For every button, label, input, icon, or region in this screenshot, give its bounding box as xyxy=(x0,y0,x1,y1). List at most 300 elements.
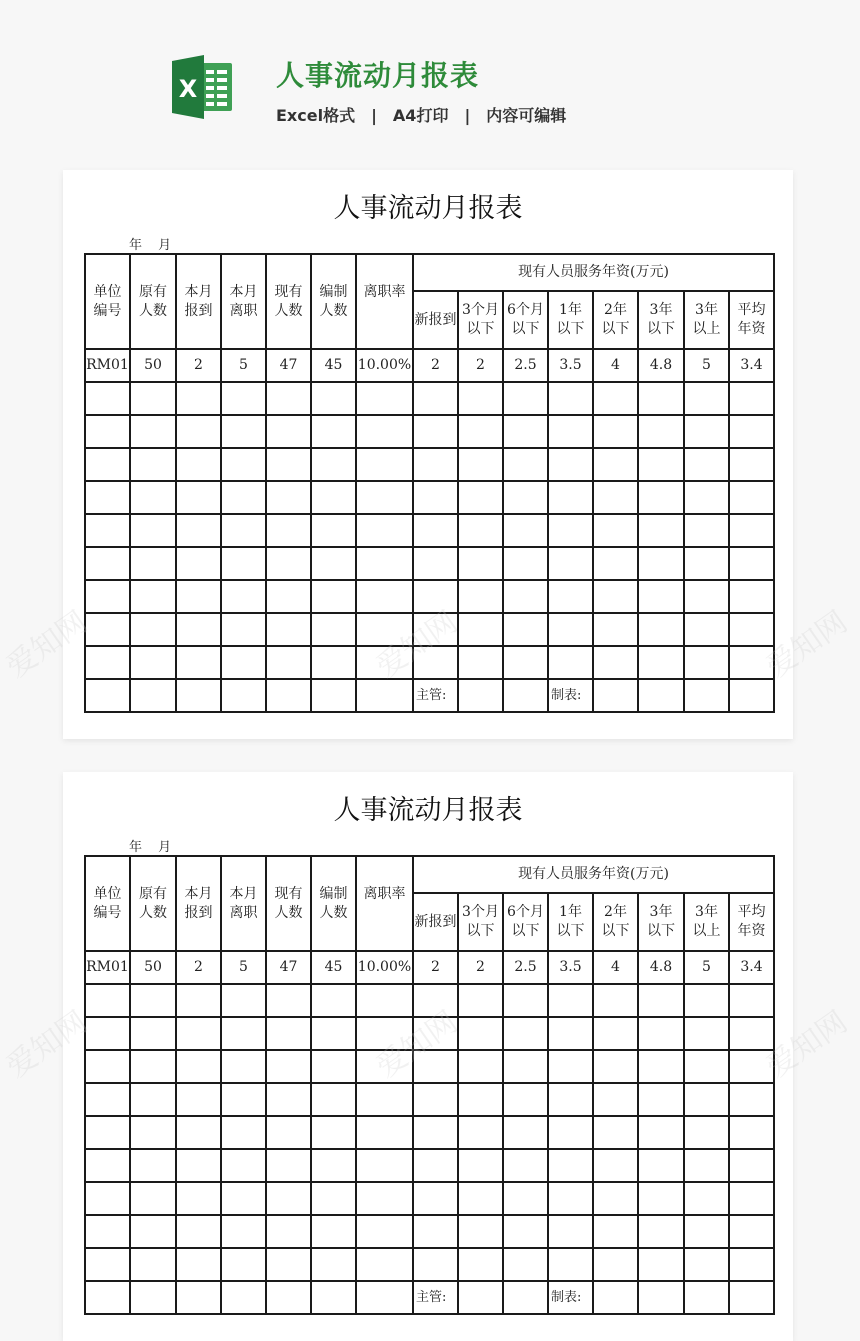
table-cell[interactable] xyxy=(593,1017,638,1050)
table-cell[interactable] xyxy=(503,1149,548,1182)
table-cell[interactable] xyxy=(85,984,130,1017)
table-cell[interactable] xyxy=(266,1281,311,1314)
table-cell[interactable] xyxy=(548,1182,593,1215)
table-cell[interactable] xyxy=(130,1050,176,1083)
table-cell[interactable] xyxy=(638,646,684,679)
table-cell[interactable] xyxy=(503,613,548,646)
table-cell[interactable] xyxy=(356,514,413,547)
table-cell[interactable] xyxy=(548,448,593,481)
table-cell[interactable] xyxy=(684,580,729,613)
table-cell[interactable] xyxy=(684,1215,729,1248)
table-cell[interactable] xyxy=(593,1050,638,1083)
table-cell[interactable] xyxy=(311,382,356,415)
table-cell[interactable] xyxy=(176,580,221,613)
table-cell[interactable] xyxy=(638,613,684,646)
table-cell[interactable] xyxy=(593,547,638,580)
table-cell[interactable] xyxy=(548,646,593,679)
table-cell[interactable] xyxy=(729,382,774,415)
table-cell[interactable] xyxy=(413,1149,458,1182)
table-cell[interactable] xyxy=(266,984,311,1017)
table-cell[interactable] xyxy=(176,613,221,646)
table-cell[interactable]: 3.5 xyxy=(548,951,593,984)
table-cell[interactable] xyxy=(130,679,176,712)
table-cell[interactable] xyxy=(221,580,266,613)
table-cell[interactable]: 4 xyxy=(593,349,638,382)
table-cell[interactable] xyxy=(413,1182,458,1215)
table-cell[interactable] xyxy=(458,1149,503,1182)
table-cell[interactable] xyxy=(729,1116,774,1149)
table-cell[interactable] xyxy=(458,547,503,580)
table-cell[interactable] xyxy=(221,514,266,547)
table-cell[interactable] xyxy=(221,679,266,712)
table-cell[interactable]: 10.00% xyxy=(356,951,413,984)
table-cell[interactable] xyxy=(221,1248,266,1281)
table-cell[interactable]: 4.8 xyxy=(638,951,684,984)
table-cell[interactable] xyxy=(311,448,356,481)
table-cell[interactable] xyxy=(356,448,413,481)
table-cell[interactable] xyxy=(85,415,130,448)
table-cell[interactable] xyxy=(311,1182,356,1215)
table-cell[interactable] xyxy=(593,1248,638,1281)
table-cell[interactable]: 5 xyxy=(221,349,266,382)
table-cell[interactable]: 50 xyxy=(130,951,176,984)
table-cell[interactable] xyxy=(266,382,311,415)
table-cell[interactable] xyxy=(593,448,638,481)
table-cell[interactable] xyxy=(548,1116,593,1149)
table-cell[interactable] xyxy=(413,415,458,448)
table-cell[interactable] xyxy=(638,547,684,580)
table-cell[interactable] xyxy=(638,382,684,415)
table-cell[interactable] xyxy=(85,547,130,580)
table-cell[interactable] xyxy=(176,646,221,679)
table-cell[interactable] xyxy=(503,1017,548,1050)
table-cell[interactable] xyxy=(638,1215,684,1248)
table-cell[interactable] xyxy=(638,1182,684,1215)
table-cell[interactable] xyxy=(130,984,176,1017)
table-cell[interactable] xyxy=(176,514,221,547)
table-cell[interactable] xyxy=(593,1215,638,1248)
table-cell[interactable] xyxy=(638,481,684,514)
table-cell[interactable]: 4 xyxy=(593,951,638,984)
table-cell[interactable] xyxy=(503,1281,548,1314)
table-cell[interactable] xyxy=(458,679,503,712)
table-cell[interactable] xyxy=(638,1050,684,1083)
table-cell[interactable] xyxy=(458,1182,503,1215)
table-cell[interactable] xyxy=(593,382,638,415)
table-cell[interactable] xyxy=(356,1248,413,1281)
table-cell[interactable] xyxy=(266,613,311,646)
table-cell[interactable] xyxy=(266,1083,311,1116)
table-cell[interactable] xyxy=(413,646,458,679)
table-cell[interactable] xyxy=(85,646,130,679)
table-cell[interactable]: 3.4 xyxy=(729,349,774,382)
table-cell[interactable] xyxy=(593,646,638,679)
table-cell[interactable] xyxy=(593,1116,638,1149)
table-cell[interactable] xyxy=(503,580,548,613)
table-cell[interactable] xyxy=(503,415,548,448)
table-cell[interactable] xyxy=(458,580,503,613)
table-cell[interactable] xyxy=(130,1182,176,1215)
table-cell[interactable] xyxy=(413,1017,458,1050)
table-cell[interactable] xyxy=(311,1050,356,1083)
table-cell[interactable] xyxy=(130,1017,176,1050)
table-cell[interactable] xyxy=(729,1248,774,1281)
table-cell[interactable] xyxy=(593,984,638,1017)
table-cell[interactable] xyxy=(413,1116,458,1149)
table-cell[interactable] xyxy=(356,1215,413,1248)
table-cell[interactable] xyxy=(221,481,266,514)
table-cell[interactable] xyxy=(729,1017,774,1050)
table-cell[interactable] xyxy=(356,1116,413,1149)
table-cell[interactable] xyxy=(85,580,130,613)
table-cell[interactable] xyxy=(85,1149,130,1182)
table-cell[interactable] xyxy=(548,1083,593,1116)
table-cell[interactable] xyxy=(221,1116,266,1149)
table-cell[interactable] xyxy=(130,613,176,646)
table-cell[interactable] xyxy=(638,415,684,448)
table-cell[interactable] xyxy=(593,415,638,448)
table-cell[interactable] xyxy=(503,1050,548,1083)
table-cell[interactable] xyxy=(729,1281,774,1314)
table-cell[interactable] xyxy=(593,481,638,514)
table-cell[interactable]: 2 xyxy=(413,951,458,984)
table-cell[interactable] xyxy=(130,1116,176,1149)
table-cell[interactable] xyxy=(684,679,729,712)
table-cell[interactable] xyxy=(221,1017,266,1050)
table-cell[interactable] xyxy=(356,481,413,514)
table-cell[interactable] xyxy=(266,1248,311,1281)
table-cell[interactable] xyxy=(458,382,503,415)
table-cell[interactable] xyxy=(548,415,593,448)
table-cell[interactable] xyxy=(413,1248,458,1281)
table-cell[interactable] xyxy=(638,1248,684,1281)
table-cell[interactable] xyxy=(684,1083,729,1116)
table-cell[interactable] xyxy=(311,580,356,613)
table-cell[interactable] xyxy=(221,415,266,448)
table-cell[interactable] xyxy=(729,514,774,547)
table-cell[interactable]: 2.5 xyxy=(503,349,548,382)
table-cell[interactable] xyxy=(356,580,413,613)
table-cell[interactable] xyxy=(311,613,356,646)
table-cell[interactable] xyxy=(503,1248,548,1281)
table-cell[interactable] xyxy=(311,646,356,679)
table-cell[interactable] xyxy=(266,1149,311,1182)
table-cell[interactable] xyxy=(85,1281,130,1314)
table-cell[interactable]: 45 xyxy=(311,349,356,382)
table-cell[interactable] xyxy=(356,1083,413,1116)
table-cell[interactable] xyxy=(356,679,413,712)
table-cell[interactable] xyxy=(356,984,413,1017)
table-cell[interactable] xyxy=(356,613,413,646)
table-cell[interactable] xyxy=(266,1050,311,1083)
table-cell[interactable] xyxy=(458,1083,503,1116)
table-cell[interactable] xyxy=(356,1149,413,1182)
table-cell[interactable] xyxy=(130,1248,176,1281)
table-cell[interactable] xyxy=(503,481,548,514)
table-cell[interactable]: 2 xyxy=(413,349,458,382)
table-cell[interactable] xyxy=(638,1083,684,1116)
table-cell[interactable] xyxy=(684,1050,729,1083)
table-cell[interactable] xyxy=(311,984,356,1017)
table-cell[interactable] xyxy=(130,382,176,415)
table-cell[interactable] xyxy=(176,1215,221,1248)
table-cell[interactable]: 3.4 xyxy=(729,951,774,984)
table-cell[interactable] xyxy=(684,1281,729,1314)
table-cell[interactable] xyxy=(130,481,176,514)
table-cell[interactable] xyxy=(458,613,503,646)
table-cell[interactable] xyxy=(356,415,413,448)
table-cell[interactable] xyxy=(85,1182,130,1215)
table-cell[interactable] xyxy=(593,1083,638,1116)
table-cell[interactable] xyxy=(503,382,548,415)
table-cell[interactable] xyxy=(413,382,458,415)
table-cell[interactable] xyxy=(85,1083,130,1116)
table-cell[interactable] xyxy=(593,679,638,712)
table-cell[interactable] xyxy=(413,547,458,580)
table-cell[interactable] xyxy=(458,1017,503,1050)
table-cell[interactable] xyxy=(311,1281,356,1314)
table-cell[interactable] xyxy=(356,547,413,580)
table-cell[interactable] xyxy=(176,1281,221,1314)
table-cell[interactable] xyxy=(311,1215,356,1248)
table-cell[interactable] xyxy=(503,1182,548,1215)
table-cell[interactable] xyxy=(729,1149,774,1182)
table-cell[interactable] xyxy=(266,415,311,448)
table-cell[interactable] xyxy=(729,1050,774,1083)
table-cell[interactable] xyxy=(176,1050,221,1083)
table-cell[interactable]: 2 xyxy=(458,951,503,984)
table-cell[interactable] xyxy=(413,1050,458,1083)
table-cell[interactable] xyxy=(684,984,729,1017)
table-cell[interactable] xyxy=(729,481,774,514)
table-cell[interactable] xyxy=(638,448,684,481)
table-cell[interactable] xyxy=(638,1116,684,1149)
table-cell[interactable] xyxy=(221,1281,266,1314)
table-cell[interactable] xyxy=(130,415,176,448)
table-cell[interactable] xyxy=(85,1050,130,1083)
table-cell[interactable] xyxy=(684,1182,729,1215)
table-cell[interactable] xyxy=(503,984,548,1017)
table-cell[interactable] xyxy=(684,1116,729,1149)
table-cell[interactable] xyxy=(176,481,221,514)
table-cell[interactable] xyxy=(176,448,221,481)
table-cell[interactable] xyxy=(221,382,266,415)
table-cell[interactable] xyxy=(458,514,503,547)
table-cell[interactable] xyxy=(130,547,176,580)
table-cell[interactable] xyxy=(85,514,130,547)
table-cell[interactable] xyxy=(684,514,729,547)
table-cell[interactable] xyxy=(311,481,356,514)
table-cell[interactable] xyxy=(311,1116,356,1149)
table-cell[interactable] xyxy=(503,646,548,679)
table-cell[interactable] xyxy=(176,1017,221,1050)
table-cell[interactable] xyxy=(684,1149,729,1182)
table-cell[interactable] xyxy=(458,1050,503,1083)
table-cell[interactable] xyxy=(311,1083,356,1116)
table-cell[interactable] xyxy=(221,1083,266,1116)
table-cell[interactable] xyxy=(266,1017,311,1050)
table-cell[interactable] xyxy=(638,1017,684,1050)
table-cell[interactable] xyxy=(266,679,311,712)
table-cell[interactable] xyxy=(85,613,130,646)
table-cell[interactable] xyxy=(458,984,503,1017)
table-cell[interactable] xyxy=(85,679,130,712)
table-cell[interactable] xyxy=(176,1248,221,1281)
table-cell[interactable] xyxy=(221,613,266,646)
table-cell[interactable] xyxy=(503,1215,548,1248)
table-cell[interactable] xyxy=(638,514,684,547)
table-cell[interactable] xyxy=(458,415,503,448)
table-cell[interactable] xyxy=(638,679,684,712)
table-cell[interactable]: 2 xyxy=(458,349,503,382)
table-cell[interactable] xyxy=(729,679,774,712)
table-cell[interactable] xyxy=(85,1215,130,1248)
table-cell[interactable] xyxy=(221,1182,266,1215)
table-cell[interactable] xyxy=(729,448,774,481)
table-cell[interactable] xyxy=(221,1050,266,1083)
table-cell[interactable] xyxy=(458,1116,503,1149)
table-cell[interactable] xyxy=(684,1248,729,1281)
table-cell[interactable] xyxy=(729,547,774,580)
table-cell[interactable] xyxy=(548,382,593,415)
table-cell[interactable] xyxy=(684,1017,729,1050)
table-cell[interactable] xyxy=(176,382,221,415)
table-cell[interactable]: 5 xyxy=(684,349,729,382)
table-cell[interactable] xyxy=(729,415,774,448)
table-cell[interactable] xyxy=(311,1248,356,1281)
table-cell[interactable]: RM01 xyxy=(85,951,130,984)
table-cell[interactable] xyxy=(413,984,458,1017)
table-cell[interactable] xyxy=(311,514,356,547)
table-cell[interactable] xyxy=(266,1116,311,1149)
table-cell[interactable]: 3.5 xyxy=(548,349,593,382)
table-cell[interactable] xyxy=(356,1017,413,1050)
table-cell[interactable] xyxy=(638,984,684,1017)
table-cell[interactable] xyxy=(176,1116,221,1149)
table-cell[interactable] xyxy=(356,382,413,415)
table-cell[interactable] xyxy=(548,580,593,613)
table-cell[interactable] xyxy=(311,415,356,448)
table-cell[interactable] xyxy=(548,1017,593,1050)
table-cell[interactable] xyxy=(503,514,548,547)
table-cell[interactable] xyxy=(548,1149,593,1182)
table-cell[interactable] xyxy=(266,547,311,580)
table-cell[interactable] xyxy=(413,1215,458,1248)
table-cell[interactable] xyxy=(729,1215,774,1248)
table-cell[interactable] xyxy=(85,481,130,514)
table-cell[interactable] xyxy=(130,1149,176,1182)
table-cell[interactable] xyxy=(413,580,458,613)
table-cell[interactable] xyxy=(311,679,356,712)
table-cell[interactable] xyxy=(458,448,503,481)
table-cell[interactable] xyxy=(729,613,774,646)
table-cell[interactable] xyxy=(458,1281,503,1314)
table-cell[interactable]: 5 xyxy=(684,951,729,984)
table-cell[interactable] xyxy=(729,646,774,679)
table-cell[interactable] xyxy=(684,415,729,448)
table-cell[interactable]: 50 xyxy=(130,349,176,382)
table-cell[interactable] xyxy=(413,514,458,547)
table-cell[interactable] xyxy=(729,1083,774,1116)
table-cell[interactable] xyxy=(548,514,593,547)
table-cell[interactable] xyxy=(266,448,311,481)
table-cell[interactable] xyxy=(413,613,458,646)
table-cell[interactable] xyxy=(458,1215,503,1248)
table-cell[interactable] xyxy=(548,1248,593,1281)
table-cell[interactable] xyxy=(729,1182,774,1215)
table-cell[interactable]: 5 xyxy=(221,951,266,984)
table-cell[interactable] xyxy=(130,1215,176,1248)
table-cell[interactable] xyxy=(548,984,593,1017)
table-cell[interactable] xyxy=(413,1083,458,1116)
table-cell[interactable]: 47 xyxy=(266,349,311,382)
table-cell[interactable] xyxy=(130,514,176,547)
table-cell[interactable] xyxy=(593,1149,638,1182)
table-cell[interactable] xyxy=(413,481,458,514)
table-cell[interactable] xyxy=(130,1281,176,1314)
table-cell[interactable]: 2.5 xyxy=(503,951,548,984)
table-cell[interactable] xyxy=(176,547,221,580)
table-cell[interactable] xyxy=(176,1083,221,1116)
table-cell[interactable] xyxy=(85,448,130,481)
table-cell[interactable] xyxy=(266,1182,311,1215)
table-cell[interactable] xyxy=(729,580,774,613)
table-cell[interactable] xyxy=(356,1050,413,1083)
table-cell[interactable] xyxy=(311,1149,356,1182)
table-cell[interactable] xyxy=(221,1215,266,1248)
table-cell[interactable] xyxy=(503,1116,548,1149)
table-cell[interactable] xyxy=(85,1116,130,1149)
table-cell[interactable] xyxy=(130,580,176,613)
table-cell[interactable] xyxy=(266,646,311,679)
table-cell[interactable] xyxy=(130,646,176,679)
table-cell[interactable] xyxy=(503,547,548,580)
table-cell[interactable] xyxy=(548,613,593,646)
table-cell[interactable] xyxy=(503,679,548,712)
table-cell[interactable] xyxy=(85,1248,130,1281)
table-cell[interactable] xyxy=(176,984,221,1017)
table-cell[interactable] xyxy=(593,580,638,613)
table-cell[interactable] xyxy=(356,646,413,679)
table-cell[interactable] xyxy=(176,415,221,448)
table-cell[interactable] xyxy=(729,984,774,1017)
table-cell[interactable] xyxy=(85,382,130,415)
table-cell[interactable] xyxy=(638,1149,684,1182)
table-cell[interactable] xyxy=(311,1017,356,1050)
table-cell[interactable] xyxy=(503,448,548,481)
table-cell[interactable] xyxy=(221,646,266,679)
table-cell[interactable]: 47 xyxy=(266,951,311,984)
table-cell[interactable] xyxy=(638,580,684,613)
table-cell[interactable] xyxy=(176,679,221,712)
table-cell[interactable] xyxy=(221,448,266,481)
table-cell[interactable] xyxy=(266,481,311,514)
table-cell[interactable] xyxy=(221,1149,266,1182)
table-cell[interactable] xyxy=(593,1182,638,1215)
table-cell[interactable] xyxy=(458,481,503,514)
table-cell[interactable]: RM01 xyxy=(85,349,130,382)
table-cell[interactable]: 45 xyxy=(311,951,356,984)
table-cell[interactable] xyxy=(221,984,266,1017)
table-cell[interactable] xyxy=(548,1215,593,1248)
table-cell[interactable] xyxy=(458,1248,503,1281)
table-cell[interactable] xyxy=(684,481,729,514)
table-cell[interactable] xyxy=(413,448,458,481)
table-cell[interactable] xyxy=(548,481,593,514)
table-cell[interactable] xyxy=(266,580,311,613)
table-cell[interactable] xyxy=(458,646,503,679)
table-cell[interactable] xyxy=(638,1281,684,1314)
